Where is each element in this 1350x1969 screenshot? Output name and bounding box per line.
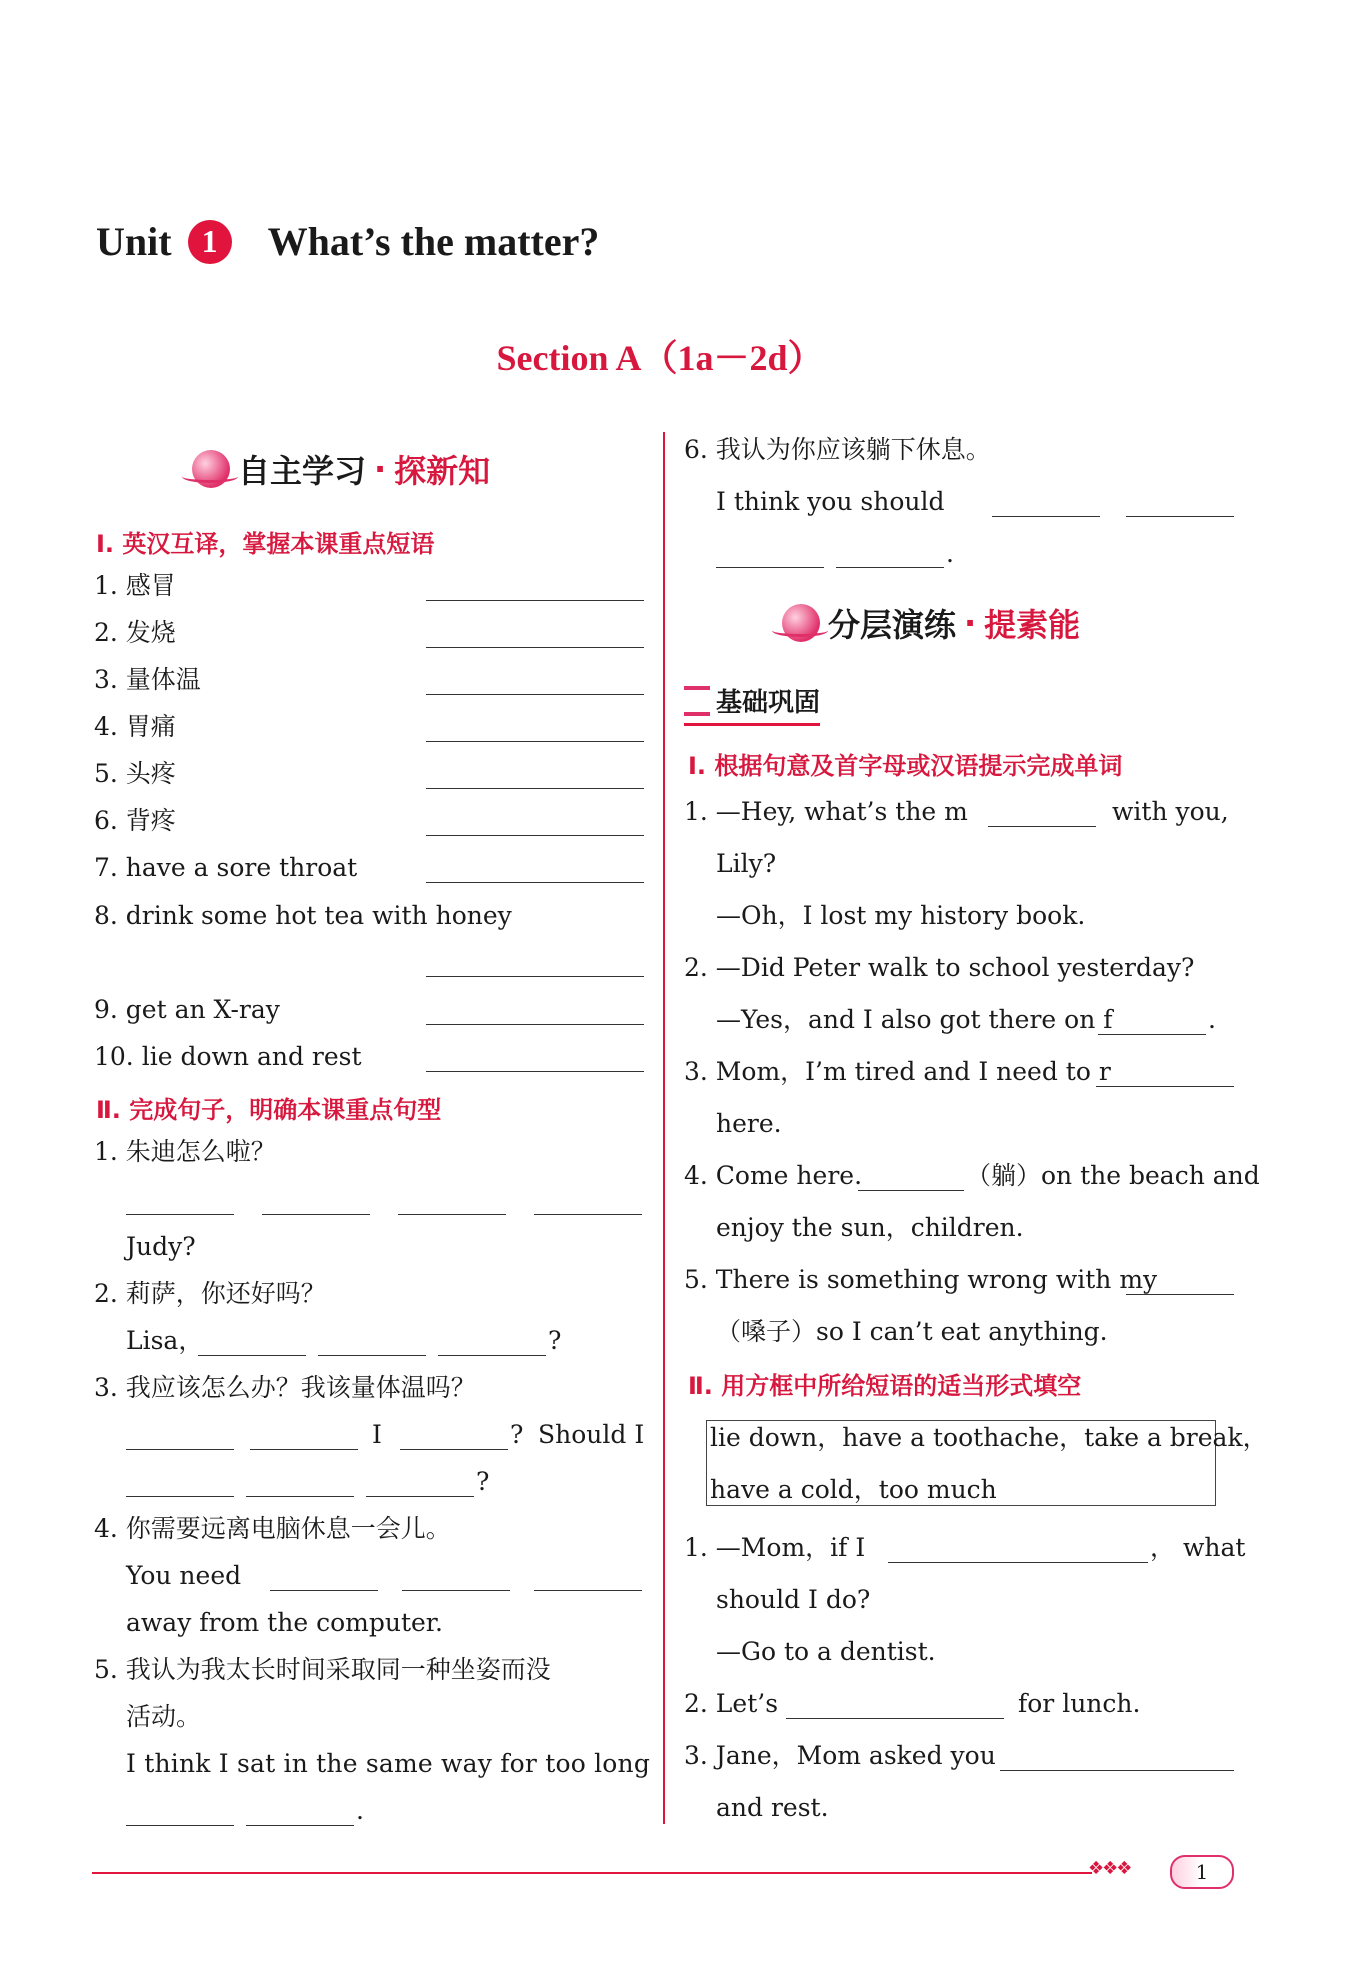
- sentence-q3-tail: ?: [476, 1467, 490, 1496]
- phrase-item-9: 9. get an X-ray: [94, 995, 280, 1024]
- practice-banner: 分层演练 · 提素能: [782, 600, 1080, 646]
- phrase-item-1: 1. 感冒: [94, 571, 176, 600]
- phrase-item-3: 3. 量体温: [94, 665, 201, 694]
- sentence-q4-cn: 4. 你需要远离电脑休息一会儿。: [94, 1514, 451, 1543]
- fill-q1b: with you,: [1112, 797, 1229, 826]
- answer-blank[interactable]: [1126, 1294, 1234, 1295]
- answer-blank[interactable]: [716, 567, 824, 568]
- answer-blank[interactable]: [198, 1355, 306, 1356]
- fill-q4c: enjoy the sun，children.: [716, 1213, 1024, 1242]
- phrase-item-8: 8. drink some hot tea with honey: [94, 901, 512, 930]
- footer-rule: [92, 1872, 1092, 1874]
- fill-q1a: 1. —Hey, what’s the m: [684, 797, 968, 826]
- answer-blank[interactable]: [992, 516, 1100, 517]
- answer-blank[interactable]: [246, 1496, 354, 1497]
- answer-blank[interactable]: [318, 1355, 426, 1356]
- sentence-q2-prefix: Lisa，: [126, 1326, 204, 1355]
- sentence-q6-prefix: I think you should: [716, 487, 945, 516]
- answer-blank[interactable]: [1096, 1086, 1234, 1087]
- answer-blank[interactable]: [402, 1590, 510, 1591]
- phrase-item-10: 10. lie down and rest: [94, 1042, 362, 1071]
- fill-q4b: （躺）on the beach and: [966, 1161, 1260, 1190]
- answer-blank[interactable]: [426, 976, 644, 977]
- box-q3b: and rest.: [716, 1793, 829, 1822]
- unit-title: [96, 218, 599, 265]
- sentence-q1-cn: 1. 朱迪怎么啦？: [94, 1137, 276, 1166]
- unit-label: Unit: [96, 219, 172, 264]
- fill-q1c: Lily?: [716, 849, 777, 878]
- phrase-item-6: 6. 背疼: [94, 806, 176, 835]
- fill-q2c: .: [1208, 1005, 1216, 1034]
- answer-blank[interactable]: [246, 1825, 354, 1826]
- fill-q2a: 2. —Did Peter walk to school yesterday?: [684, 953, 1195, 982]
- part1-heading: Ⅰ. 英汉互译，掌握本课重点短语: [96, 530, 435, 558]
- sentence-q3-should: Should I: [538, 1420, 645, 1449]
- phrase-box-line1: lie down，have a toothache，take a break，: [710, 1423, 1268, 1452]
- answer-blank[interactable]: [250, 1449, 358, 1450]
- answer-blank[interactable]: [126, 1496, 234, 1497]
- basic-consolidation-tag: 基础巩固: [684, 682, 820, 726]
- fill-q2b: —Yes，and I also got there on f: [716, 1005, 1113, 1034]
- sentence-q6-cn: 6. 我认为你应该躺下休息。: [684, 435, 991, 464]
- fill-q5b: （嗓子）so I can’t eat anything.: [716, 1317, 1108, 1346]
- answer-blank[interactable]: [426, 882, 644, 883]
- sentence-q4-tail: away from the computer.: [126, 1608, 443, 1637]
- answer-blank[interactable]: [126, 1825, 234, 1826]
- answer-blank[interactable]: [786, 1718, 1004, 1719]
- sentence-q5-tail: .: [356, 1796, 364, 1825]
- answer-blank[interactable]: [126, 1214, 234, 1215]
- answer-blank[interactable]: [400, 1449, 508, 1450]
- answer-blank[interactable]: [534, 1590, 642, 1591]
- fill-q1d: —Oh，I lost my history book.: [716, 901, 1086, 930]
- answer-blank[interactable]: [426, 835, 644, 836]
- phrase-item-4: 4. 胃痛: [94, 712, 176, 741]
- sentence-q2-tail: ?: [548, 1326, 562, 1355]
- answer-blank[interactable]: [426, 600, 644, 601]
- phrase-item-5: 5. 头疼: [94, 759, 176, 788]
- part2-heading: Ⅱ. 完成句子，明确本课重点句型: [96, 1096, 442, 1124]
- answer-blank[interactable]: [426, 1071, 644, 1072]
- planet-icon: [192, 450, 230, 488]
- page-number: 1: [1170, 1855, 1234, 1889]
- answer-blank[interactable]: [270, 1590, 378, 1591]
- box-q1d: —Go to a dentist.: [716, 1637, 936, 1666]
- answer-blank[interactable]: [426, 647, 644, 648]
- answer-blank[interactable]: [988, 826, 1096, 827]
- answer-blank[interactable]: [426, 788, 644, 789]
- answer-blank[interactable]: [398, 1214, 506, 1215]
- answer-blank[interactable]: [1126, 516, 1234, 517]
- answer-blank[interactable]: [438, 1355, 546, 1356]
- sentence-q4-prefix: You need: [126, 1561, 242, 1590]
- box-q3a: 3. Jane，Mom asked you: [684, 1741, 996, 1770]
- fill-q3b: here.: [716, 1109, 782, 1138]
- answer-blank[interactable]: [262, 1214, 370, 1215]
- sentence-q2-cn: 2. 莉萨，你还好吗？: [94, 1279, 326, 1308]
- box-q2b: for lunch.: [1018, 1689, 1141, 1718]
- answer-blank[interactable]: [366, 1496, 474, 1497]
- sentence-q1-tail: Judy?: [126, 1232, 196, 1261]
- box-q1b: ， what: [1150, 1533, 1246, 1562]
- box-q1a: 1. —Mom，if I: [684, 1533, 866, 1562]
- section-title: Section A（1a－2d）: [496, 338, 824, 378]
- sentence-q3-cn: 3. 我应该怎么办？我该量体温吗？: [94, 1373, 476, 1402]
- sentence-q5-en: I think I sat in the same way for too long: [126, 1749, 651, 1778]
- footer-ornament: ❖❖❖: [1088, 1858, 1131, 1879]
- answer-blank[interactable]: [426, 741, 644, 742]
- column-divider: [663, 432, 665, 1824]
- sentence-q3-qmark: ?: [510, 1420, 524, 1449]
- answer-blank[interactable]: [858, 1190, 964, 1191]
- sentence-q5-cn2: 活动。: [126, 1702, 202, 1731]
- planet-icon: [782, 604, 820, 642]
- sentence-q5-cn1: 5. 我认为我太长时间采取同一种坐姿而没: [94, 1655, 551, 1684]
- answer-blank[interactable]: [426, 1024, 644, 1025]
- phrase-item-2: 2. 发烧: [94, 618, 176, 647]
- answer-blank[interactable]: [126, 1449, 234, 1450]
- answer-blank[interactable]: [836, 567, 944, 568]
- unit-heading: What’s the matter?: [267, 219, 600, 264]
- box-q1c: should I do?: [716, 1585, 871, 1614]
- sentence-q3-mid: I: [372, 1420, 382, 1449]
- answer-blank[interactable]: [1098, 1034, 1206, 1035]
- fill-q4a: 4. Come here.: [684, 1161, 863, 1190]
- box-q2a: 2. Let’s: [684, 1689, 779, 1718]
- answer-blank[interactable]: [888, 1562, 1148, 1563]
- right-part1-heading: Ⅰ. 根据句意及首字母或汉语提示完成单词: [688, 752, 1123, 780]
- right-part2-heading: Ⅱ. 用方框中所给短语的适当形式填空: [688, 1372, 1082, 1400]
- phrase-box-line2: have a cold，too much: [710, 1475, 997, 1504]
- answer-blank[interactable]: [534, 1214, 642, 1215]
- answer-blank[interactable]: [1000, 1770, 1234, 1771]
- self-study-banner: 自主学习 · 探新知: [192, 446, 490, 492]
- books-icon: [684, 686, 710, 716]
- fill-q3a: 3. Mom，I’m tired and I need to r: [684, 1057, 1111, 1086]
- phrase-item-7: 7. have a sore throat: [94, 853, 358, 882]
- answer-blank[interactable]: [426, 694, 644, 695]
- fill-q5a: 5. There is something wrong with my: [684, 1265, 1158, 1294]
- unit-number-badge: 1: [188, 220, 232, 264]
- sentence-q6-tail: .: [946, 539, 954, 568]
